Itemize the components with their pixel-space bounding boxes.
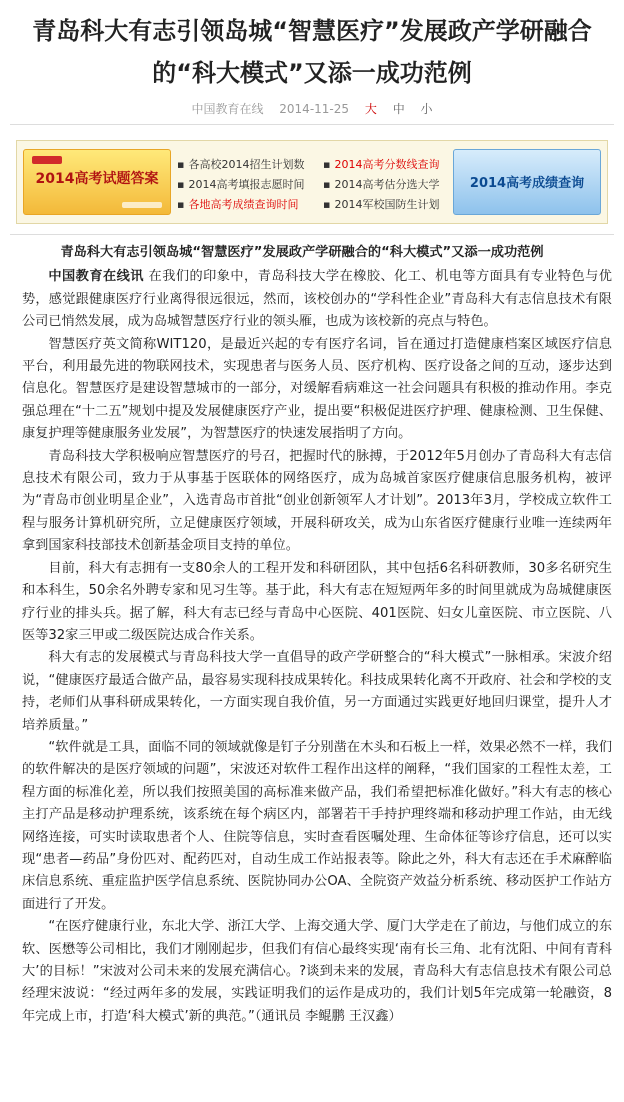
promo-banner-left[interactable] xyxy=(23,149,171,215)
promo-box xyxy=(16,140,608,224)
bullet-icon: ▪ xyxy=(323,198,331,211)
promo-link-text: 2014军校国防生计划 xyxy=(334,198,440,211)
article-subtitle: 青岛科大有志引领岛城“智慧医疗”发展政产学研融合的“科大模式”又添一成功范例 xyxy=(60,245,544,260)
divider xyxy=(10,234,614,235)
promo-link-row xyxy=(177,195,451,215)
article-paragraph: “软件就是工具，面临不同的领域就像是钉子分别凿在木头和石板上一样，效果必然不一样，我们的软件解决的是医疗领域的问题”，宋波还对软件工程作出这样的阐释，“我们国家的工程性太差，工程方面的标准化差，所以我们按照美国的高标准来做产品，我们希望把标准化做好。”科大有志的核心主打产品是移动护理系统，该系统在每个病区内，部署若干手持护理终端和移动护理工作站，由无线网络连接，可实时读取患者个人、住院等信息，实时查看医嘱处理、生命体征等诊疗信息，还可以实现“患者—药品”身份匹对、配药匹对，自动生成工作站报表等。除此之外，科大有志还在手术麻醉临床信息系统、重症监护医学信息系统、医院协同办公OA、全院资产效益分析系统、移动医护工作站方面进行了开发。 xyxy=(22,739,612,912)
headline-line-2: 的“科大模式”又添一成功范例 xyxy=(152,59,472,87)
bullet-icon: ▪ xyxy=(323,178,331,191)
promo-banner-left-text: 2014高考试题答案 xyxy=(35,171,159,187)
divider xyxy=(10,124,614,125)
font-size-small-link[interactable]: 小 xyxy=(420,102,433,116)
banner-decoration xyxy=(32,156,62,164)
article-paragraph: 科大有志的发展模式与青岛科技大学一直倡导的政产学研整合的“科大模式”一脉相承。宋波介绍说，“健康医疗最适合做产品，最容易实现科技成果转化。科技成果转化离不开政府、社会和学校的支持，老师们从事科研成果转化，一方面实现自我价值，另一方面通过实践更好地回归课堂，提升人才培养质量。” xyxy=(22,650,612,733)
promo-link-text: 2014高考估分选大学 xyxy=(334,178,440,191)
promo-link-row xyxy=(177,175,451,195)
article-paragraph: “在医疗健康行业，东北大学、浙江大学、上海交通大学、厦门大学走在了前边，与他们成立的东软、医懋等公司相比，我们才刚刚起步，但我们有信心最终实现‘南有长三角、北有沈阳、中间有青科大’的目标！”宋波对公司未来的发展充满信心。?谈到未来的发展，青岛科大有志信息技术有限公司总经理宋波说：“经过两年多的发展，实践证明我们的运作是成功的，我们计划5年完成第一轮融资，8年完成上市，打造‘科大模式’新的典范。”（通讯员 李鲲鹏 王汉鑫） xyxy=(22,919,612,1024)
promo-link-text: 2014高考分数线查询 xyxy=(334,158,440,171)
article-headline xyxy=(0,10,624,94)
promo-link[interactable] xyxy=(323,175,449,195)
bullet-icon: ▪ xyxy=(323,158,331,171)
article-paragraph: 青岛科技大学积极响应智慧医疗的号召，把握时代的脉搏，于2012年5月创办了青岛科大有志信息技术有限公司，致力于从事基于医联体的网络医疗，成为岛城首家医疗健康信息服务机构，被评为“青岛市创业明星企业”，入选青岛市首批“创业创新领军人才计划”。2013年3月，学校成立软件工程与服务计算机研究所，立足健康医疗领域，开展科研攻关，成为山东省医疗健康行业唯一连续两年拿到国家科技部技术创新基金项目支持的单位。 xyxy=(22,448,612,554)
promo-link[interactable] xyxy=(177,195,323,215)
article-body xyxy=(22,242,612,1028)
headline-line-1: 青岛科大有志引领岛城“智慧医疗”发展政产学研融合 xyxy=(32,17,592,45)
promo-link[interactable] xyxy=(323,195,449,215)
promo-link-list xyxy=(177,155,451,215)
promo-link[interactable] xyxy=(177,155,323,175)
article-lead: 中国教育在线讯 xyxy=(48,269,144,285)
promo-link-row xyxy=(177,155,451,175)
bullet-icon: ▪ xyxy=(177,158,185,171)
promo-banner-right-text: 2014高考成绩查询 xyxy=(469,176,585,191)
promo-link[interactable] xyxy=(177,175,323,195)
font-size-large-link[interactable]: 大 xyxy=(364,102,377,116)
paragraph-text: 在我们的印象中，青岛科技大学在橡胶、化工、机电等方面具有专业特色与优势，感觉跟健康医疗行业离得很远很远，然而，该校创办的“学科性企业”青岛科大有志信息技术有限公司已悄然发展，成为岛城智慧医疗行业的领头雁，也成为该校新的亮点与特色。 xyxy=(22,269,612,330)
article-paragraph: 智慧医疗英文简称WIT120，是最近兴起的专有医疗名词，旨在通过打造健康档案区域医疗信息平台，利用最先进的物联网技术，实现患者与医务人员、医疗机构、医疗设备之间的互动，逐步达到信息化。智慧医疗是建设智慧城市的一部分，对缓解看病难这一社会问题具有积极的推动作用。李克强总理在“十二五”规划中提及发展健康医疗产业，提出要“积极促进医疗护理、健康检测、卫生保健、康复护理等健康服务业发展”，为智慧医疗的快速发展指明了方向。 xyxy=(22,336,612,442)
font-size-medium-link[interactable]: 中 xyxy=(392,102,405,116)
promo-link-text: 各高校2014招生计划数 xyxy=(188,158,305,171)
promo-banner-right[interactable] xyxy=(453,149,601,215)
promo-link-text: 2014高考填报志愿时间 xyxy=(188,178,305,191)
article-paragraph: 目前，科大有志拥有一支80余人的工程开发和科研团队，其中包括6名科研教师，30多名研究生和本科生，50余名外聘专家和见习生等。基于此，科大有志在短短两年多的时间里就成为岛城健康医疗行业的排头兵。据了解，科大有志已经与青岛中心医院、401医院、妇女儿童医院、市立医院、八医等32家三甲或二级医院达成合作关系。 xyxy=(22,560,612,643)
promo-link[interactable] xyxy=(323,155,449,175)
article-meta xyxy=(0,100,624,117)
bullet-icon: ▪ xyxy=(177,198,185,211)
banner-decoration xyxy=(122,202,162,208)
article-paragraph xyxy=(22,266,612,333)
source-label: 中国教育在线 xyxy=(191,102,264,116)
bullet-icon: ▪ xyxy=(177,178,185,191)
promo-link-text: 各地高考成绩查询时间 xyxy=(188,198,299,211)
publish-date: 2014-11-25 xyxy=(279,102,350,116)
